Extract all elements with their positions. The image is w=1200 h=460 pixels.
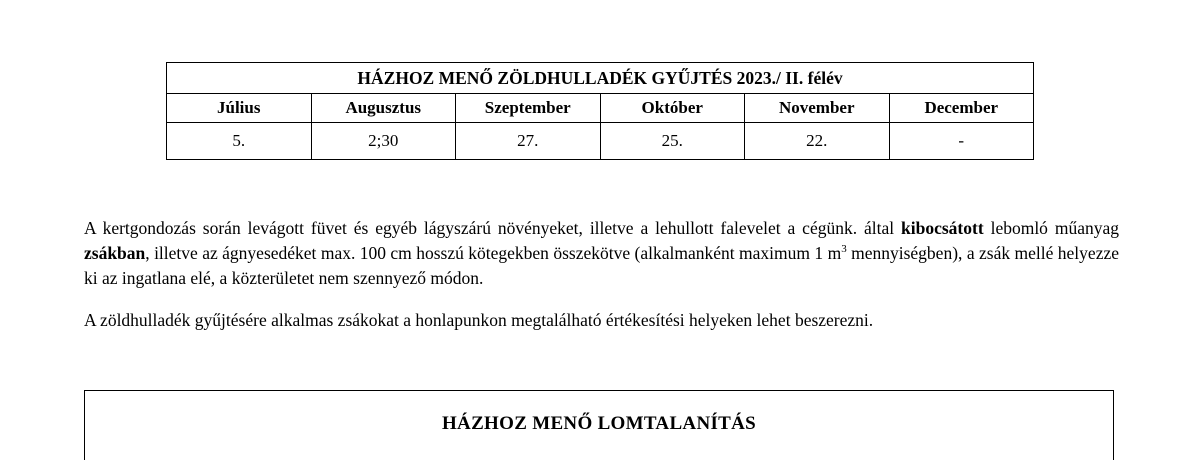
bulky-waste-title: HÁZHOZ MENŐ LOMTALANÍTÁS [441,413,757,434]
column-header-month: Augusztus [311,94,456,123]
table-header-row [167,94,1034,123]
collection-date-cell: 22. [745,123,890,160]
bag-purchase-paragraph: A zöldhulladék gyűjtésére alkalmas zsákokat a honlapunkon megtalálható értékesítési helyeken lehet beszerezni. [84,309,874,330]
collection-date-cell: 27. [456,123,601,160]
superscript-cubic: 3 [841,242,847,255]
collection-date-cell: - [889,123,1034,160]
collection-date-cell: 5. [167,123,312,160]
paragraph-bold-segment: zsákban [84,242,146,263]
table-row [167,123,1034,160]
collection-date-cell: 25. [600,123,745,160]
paragraph-text-segment: lebomló műanyag [983,217,1119,238]
paragraph-text-segment: A kertgondozás során levágott füvet és egyéb lágyszárú növényeket, illetve a lehullott falevelet a cégünk. által [84,217,902,238]
waste-collection-schedule-table [166,62,1034,160]
paragraph-text-segment: , illetve az ágnyesedéket max. 100 cm hosszú kötegekben összekötve (alkalmanként maximum 1 m [145,242,842,263]
column-header-month: December [889,94,1034,123]
schedule-title: HÁZHOZ MENŐ ZÖLDHULLADÉK GYŰJTÉS 2023./ II. félév [167,63,1034,94]
instructions-paragraph [84,216,1119,291]
paragraph-text-segment: mennyiségben), a zsák mellé helyezze ki az ingatlana elé, a közterületet nem szennyező módon. [84,242,1119,288]
collection-date-cell: 2;30 [311,123,456,160]
table-title-row [167,63,1034,94]
column-header-month: November [745,94,890,123]
column-header-month: Szeptember [456,94,601,123]
column-header-month: Július [167,94,312,123]
column-header-month: Október [600,94,745,123]
paragraph-bold-segment: kibocsátott [901,217,984,238]
